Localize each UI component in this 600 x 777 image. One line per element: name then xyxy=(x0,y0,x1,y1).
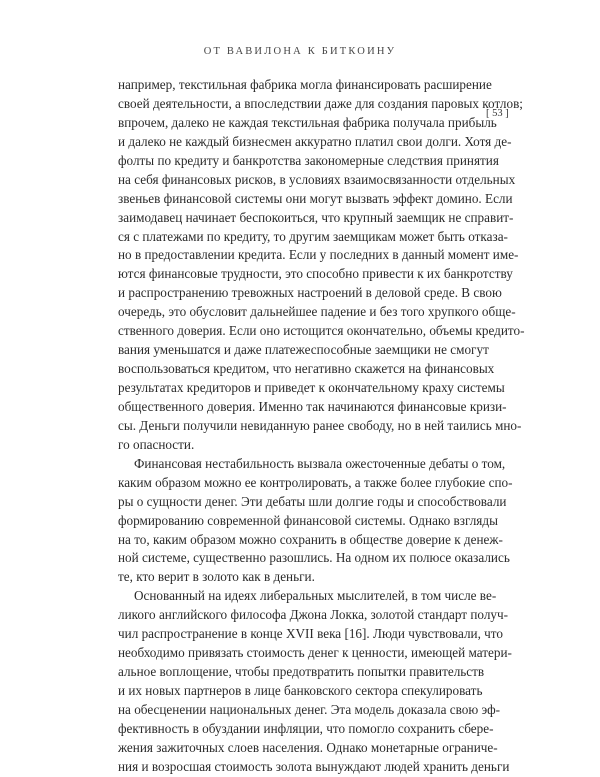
text-line: но в предоставлении кредита. Если у последних в данный момент име- xyxy=(118,247,519,263)
text-line: результатах кредиторов и приведет к окончательному краху системы xyxy=(118,380,505,395)
text-line: те, кто верит в золото как в деньги. xyxy=(118,569,315,585)
text-line: сы. Деньги получили невиданную ранее свободу, но в ней таились мно- xyxy=(118,417,522,433)
text-line: ся с платежами по кредиту, то другим заемщикам может быть отказа- xyxy=(118,228,508,244)
text-line: Основанный на идеях либеральных мыслителей, в том числе ве- xyxy=(134,588,497,604)
text-line: ры о сущности денег. Эти дебаты шли долгие годы и способствовали xyxy=(118,493,507,509)
text-line: вания уменьшатся и даже платежеспособные заемщики не смогут xyxy=(118,342,489,358)
text-line: ной системе, существенно разошлись. На одном их полюсе оказались xyxy=(118,550,510,566)
text-line: ликого английского философа Джона Локка, золотой стандарт получ- xyxy=(118,607,509,623)
text-line: и их новых партнеров в лице банковского сектора спекулировать xyxy=(118,683,483,698)
text-line: чил распространение в конце XVII века [16]. Люди чувствовали, что xyxy=(118,626,503,642)
text-line: ния и возросшая стоимость золота вынуждают людей хранить деньги xyxy=(118,758,510,774)
paragraph xyxy=(118,587,512,776)
running-header: ОТ ВАВИЛОНА К БИТКОИНУ xyxy=(203,46,397,57)
text-line: общественного доверия. Именно так начинаются финансовые кризи- xyxy=(118,398,507,414)
text-line: на себя финансовых рисков, в условиях взаимосвязанности отдельных xyxy=(118,171,516,187)
text-line: формированию современной финансовой системы. Однако взгляды xyxy=(118,512,498,528)
text-line: заимодавец начинает беспокоиться, что крупный заемщик не справит- xyxy=(118,209,514,225)
text-line: на обесценении национальных денег. Эта модель доказала свою эф- xyxy=(118,701,501,717)
text-line: жения зажиточных слоев населения. Однако монетарные ограниче- xyxy=(118,739,498,755)
text-line: ются финансовые трудности, это способно привести к их банкротству xyxy=(118,266,513,282)
text-line: альное воплощение, чтобы предотвратить попытки правительств xyxy=(118,664,485,680)
text-line: и распространению тревожных настроений в деловой среде. В свою xyxy=(118,285,502,301)
text-line: необходимо привязать стоимость денег к ценности, имеющей матери- xyxy=(118,645,512,661)
text-line: на то, каким образом можно сохранить в обществе доверие к денеж- xyxy=(118,531,503,547)
text-line: впрочем, далеко не каждая текстильная фабрика получала прибыль xyxy=(118,114,497,130)
text-line: фективность в обуздании инфляции, что помогло сохранить сбере- xyxy=(118,720,494,736)
text-line: и далеко не каждый бизнесмен аккуратно платил свои долги. Хотя де- xyxy=(118,133,512,149)
paragraph xyxy=(118,455,513,588)
text-line: звеньев финансовой системы они могут вызвать эффект домино. Если xyxy=(118,190,513,206)
text-line: фолты по кредиту и банкротства закономерные следствия принятия xyxy=(118,152,499,168)
page-number: [ 53 ] xyxy=(486,108,509,119)
text-line: каким образом можно ее контролировать, а также более глубокие спо- xyxy=(118,474,513,490)
text-line: Финансовая нестабильность вызвала ожесточенные дебаты о том, xyxy=(134,455,506,471)
text-line: своей деятельности, а впоследствии даже для создания паровых котлов; xyxy=(118,95,523,111)
text-line: воспользоваться кредитом, что негативно скажется на финансовых xyxy=(118,361,495,377)
text-line: очередь, это обусловит дальнейшее падение и без того хрупкого обще- xyxy=(118,304,516,320)
text-line: го опасности. xyxy=(118,436,195,452)
text-line: например, текстильная фабрика могла финансировать расширение xyxy=(118,77,492,92)
text-line: ственного доверия. Если оно истощится окончательно, объемы кредито- xyxy=(118,323,525,339)
